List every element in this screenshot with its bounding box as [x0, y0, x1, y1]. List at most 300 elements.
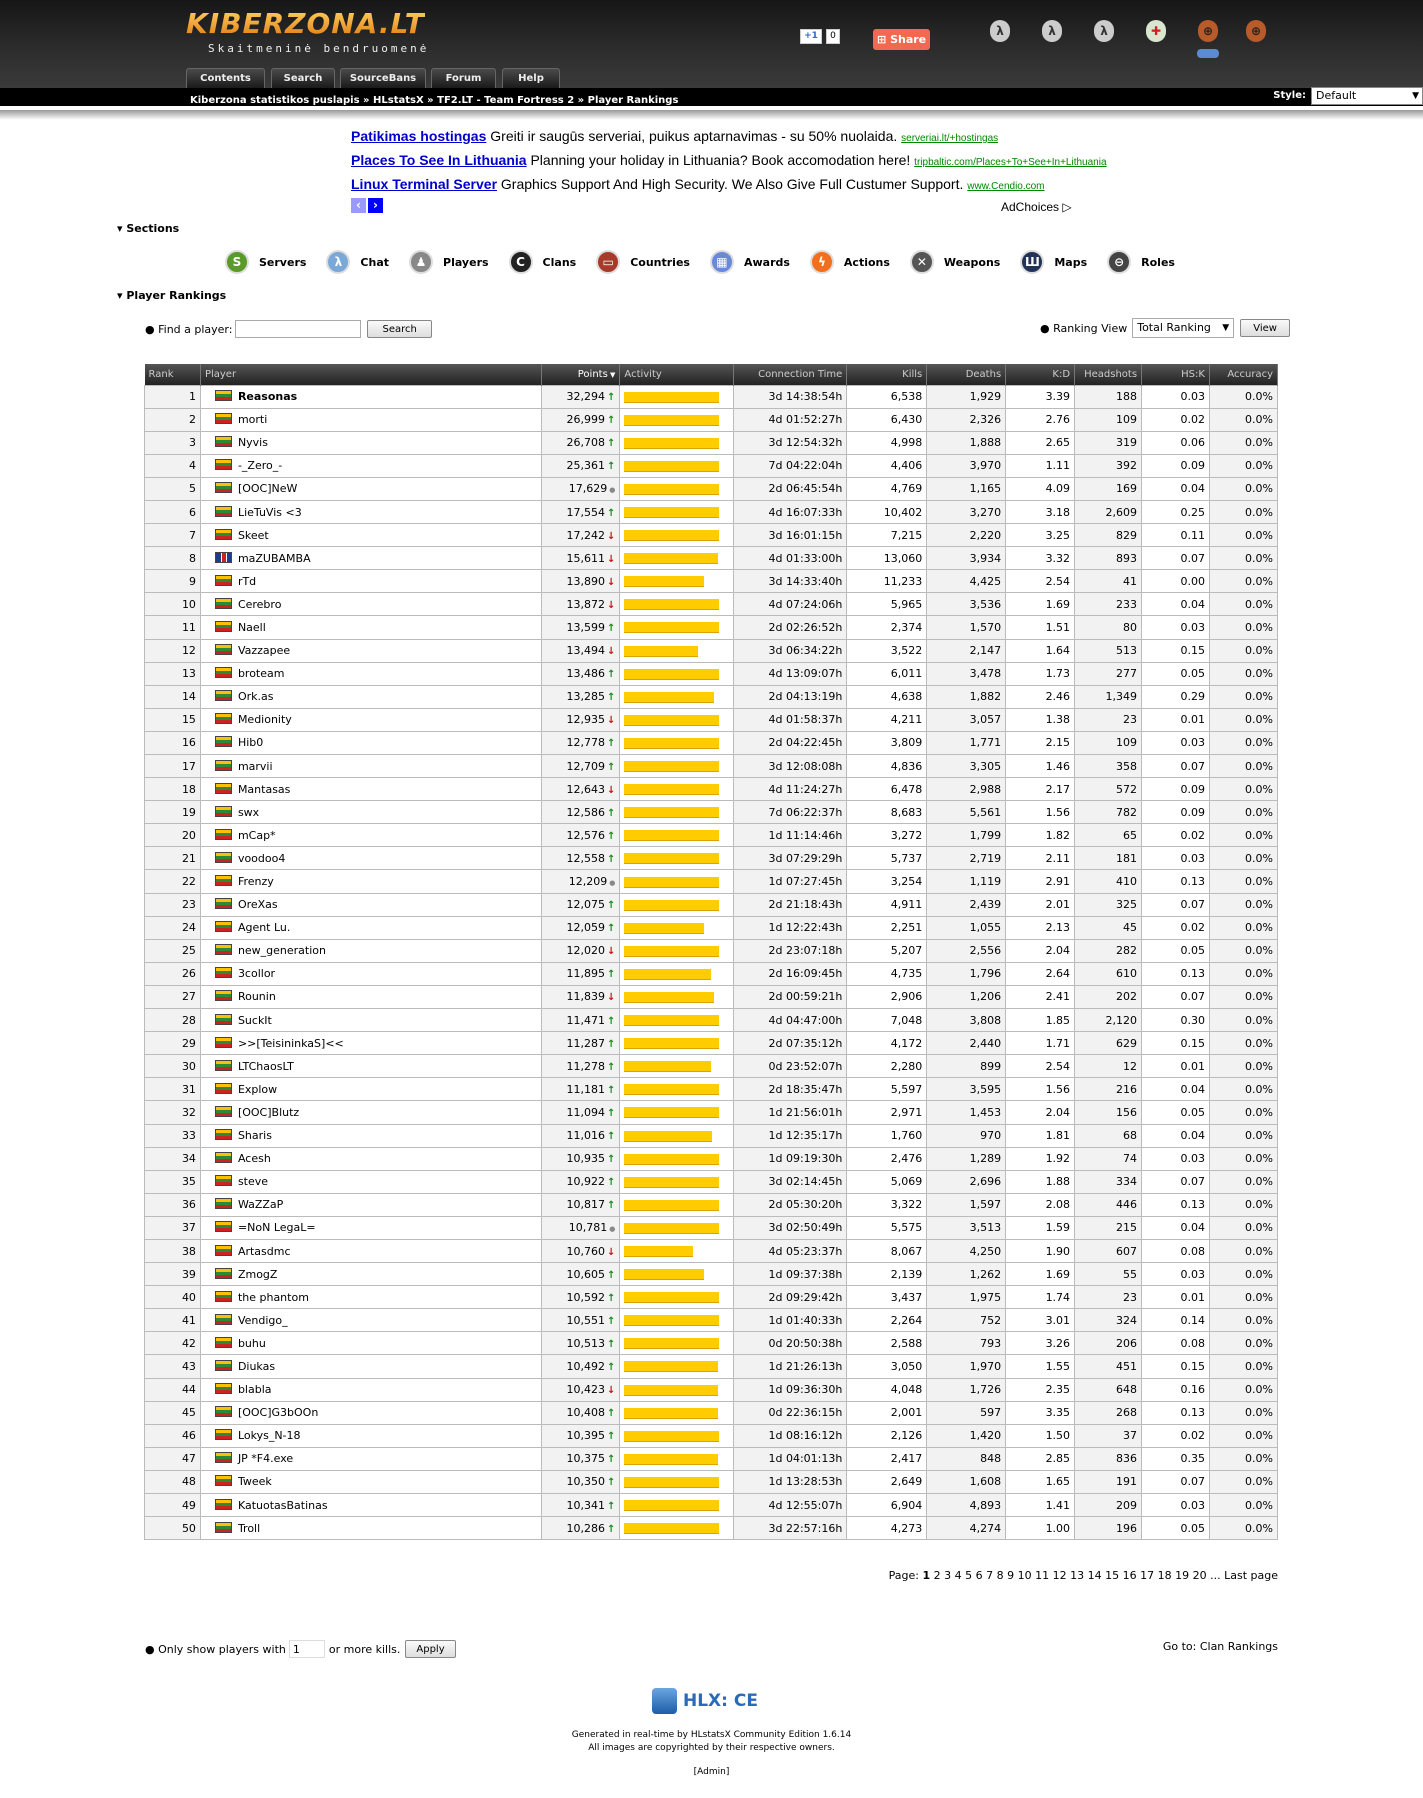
- hl-icon[interactable]: λ: [990, 20, 1010, 42]
- page-link[interactable]: 18: [1154, 1569, 1172, 1582]
- page-link[interactable]: 16: [1119, 1569, 1137, 1582]
- headshots-cell: 181: [1075, 847, 1142, 870]
- nav-tab-forum[interactable]: Forum: [431, 68, 496, 88]
- lithuania-flag-icon: [215, 1198, 232, 1209]
- hsk-cell: 0.04: [1142, 1078, 1210, 1101]
- trend-up-icon: ↑: [607, 1200, 616, 1212]
- section-label: Weapons: [943, 255, 1001, 269]
- hsk-cell: 0.07: [1142, 1170, 1210, 1193]
- adchoices-link[interactable]: AdChoices ▷: [1001, 200, 1072, 214]
- accuracy-cell: 0.0%: [1209, 1401, 1277, 1424]
- activity-cell: [620, 1378, 734, 1401]
- tf2-icon[interactable]: ⊕: [1198, 20, 1218, 42]
- player-name-link[interactable]: Reasonas: [237, 390, 298, 404]
- dods-icon[interactable]: ✚: [1146, 20, 1166, 42]
- player-cell: [200, 454, 542, 477]
- activity-bar: [624, 900, 719, 911]
- lithuania-flag-icon: [215, 1129, 232, 1140]
- page-link[interactable]: 12: [1049, 1569, 1067, 1582]
- deaths-cell: 3,595: [927, 1078, 1006, 1101]
- section-weapons[interactable]: [910, 249, 1000, 275]
- lithuania-flag-icon: [215, 1475, 232, 1486]
- adchoices-label: AdChoices: [1001, 200, 1060, 214]
- ranking-view-label: Ranking View: [1053, 321, 1128, 335]
- table-row: [145, 1009, 1278, 1032]
- player-name-link[interactable]: [OOC]Blutz: [237, 1105, 300, 1119]
- clan-rankings-link[interactable]: Clan Rankings: [1199, 1640, 1278, 1653]
- player-name-link[interactable]: Frenzy: [237, 875, 274, 889]
- rankings-heading[interactable]: ▾ Player Rankings: [117, 289, 227, 302]
- player-name-link[interactable]: steve: [237, 1175, 269, 1189]
- page-link[interactable]: 11: [1031, 1569, 1050, 1582]
- view-button[interactable]: View: [1240, 319, 1290, 337]
- rank-cell: 45: [145, 1401, 201, 1424]
- connection-time-cell: 2d 16:09:45h: [734, 962, 847, 985]
- section-players[interactable]: [409, 249, 489, 275]
- column-header-k-d[interactable]: K:D: [1006, 364, 1075, 385]
- chevron-down-icon: ▼: [1222, 323, 1230, 333]
- kills-cell: 4,836: [847, 755, 927, 778]
- trend-up-icon: ↑: [607, 830, 616, 842]
- kills-cell: 4,048: [847, 1378, 927, 1401]
- lithuania-flag-icon: [215, 1268, 232, 1279]
- table-row: [145, 1355, 1278, 1378]
- column-header-deaths[interactable]: Deaths: [927, 364, 1006, 385]
- player-name-link[interactable]: Cerebro: [237, 597, 282, 611]
- rank-cell: 48: [145, 1470, 201, 1493]
- column-header-player[interactable]: Player: [200, 364, 542, 385]
- page-link[interactable]: 17: [1136, 1569, 1155, 1582]
- section-clans[interactable]: [509, 249, 577, 275]
- player-name-link[interactable]: new_generation: [237, 944, 326, 958]
- kills-cell: 2,906: [847, 985, 927, 1008]
- player-name-link[interactable]: Agent Lu.: [237, 921, 291, 935]
- headshots-cell: 451: [1075, 1355, 1142, 1378]
- activity-bar: [624, 622, 719, 633]
- trend-same-icon: ●: [609, 486, 616, 495]
- player-name-link[interactable]: buhu: [237, 1336, 266, 1350]
- kills-cell: 2,001: [847, 1401, 927, 1424]
- page-link[interactable]: 20: [1189, 1569, 1207, 1582]
- lithuania-flag-icon: [215, 575, 232, 586]
- last-page-link[interactable]: Last page: [1224, 1569, 1278, 1582]
- points-cell: 13,494 ↓: [542, 639, 620, 662]
- page-link[interactable]: 4: [951, 1569, 962, 1582]
- hsk-cell: 0.01: [1142, 708, 1210, 731]
- google-plus-button[interactable]: +1: [800, 29, 822, 44]
- apply-button[interactable]: Apply: [405, 1640, 455, 1658]
- player-name-link[interactable]: [OOC]NeW: [237, 482, 298, 496]
- player-name-link[interactable]: Diukas: [237, 1359, 276, 1373]
- sections-title: Sections: [126, 222, 180, 235]
- table-row: [145, 1494, 1278, 1517]
- player-name-link[interactable]: JP *F4.exe: [237, 1452, 294, 1466]
- headshots-cell: 65: [1075, 824, 1142, 847]
- accuracy-cell: 0.0%: [1209, 1239, 1277, 1262]
- player-name-link[interactable]: 3collor: [237, 967, 276, 981]
- lithuania-flag-icon: [215, 736, 232, 747]
- breadcrumb-hlstatsx[interactable]: HLstatsX: [373, 95, 424, 106]
- player-name-link[interactable]: rTd: [237, 574, 257, 588]
- section-chat[interactable]: [326, 249, 389, 275]
- player-cell: [200, 431, 542, 454]
- player-name-link[interactable]: Vazzapee: [237, 644, 291, 658]
- player-name-link[interactable]: swx: [237, 805, 260, 819]
- trend-up-icon: ↑: [607, 1269, 616, 1281]
- points-cell: 26,999 ↑: [542, 408, 620, 431]
- player-name-link[interactable]: voodoo4: [237, 851, 286, 865]
- player-name-link[interactable]: Rounin: [237, 990, 276, 1004]
- hsk-cell: 0.05: [1142, 662, 1210, 685]
- player-name-link[interactable]: Mantasas: [237, 782, 291, 796]
- admin-link[interactable]: [Admin]: [693, 1767, 730, 1777]
- player-name-link[interactable]: Troll: [237, 1521, 261, 1535]
- hlx-ce-logo[interactable]: [652, 1688, 758, 1714]
- player-cell: [200, 1378, 542, 1401]
- kd-cell: 2.11: [1006, 847, 1075, 870]
- page-link[interactable]: 7: [982, 1569, 994, 1582]
- ad-title[interactable]: Patikimas hostingas: [351, 128, 487, 144]
- deaths-cell: 3,270: [927, 500, 1006, 523]
- deaths-cell: 1,289: [927, 1147, 1006, 1170]
- kills-cell: 3,322: [847, 1193, 927, 1216]
- headshots-cell: 282: [1075, 939, 1142, 962]
- headshots-cell: 233: [1075, 593, 1142, 616]
- hsk-cell: 0.07: [1142, 1470, 1210, 1493]
- hl-icon[interactable]: λ: [1042, 20, 1062, 42]
- player-name-link[interactable]: ZmogZ: [237, 1267, 278, 1281]
- activity-bar: [624, 484, 719, 495]
- points-cell: 17,629 ●: [542, 477, 620, 500]
- player-name-link[interactable]: Hib0: [237, 736, 264, 750]
- player-name-link[interactable]: marvii: [237, 759, 273, 773]
- section-actions[interactable]: [810, 249, 890, 275]
- player-name-link[interactable]: Skeet: [237, 528, 269, 542]
- player-cell: [200, 1078, 542, 1101]
- style-select[interactable]: [1311, 87, 1423, 105]
- header-shadow: [0, 110, 1423, 120]
- table-row: [145, 1078, 1278, 1101]
- page-link[interactable]: 2: [930, 1569, 941, 1582]
- column-header-accuracy[interactable]: Accuracy: [1209, 364, 1277, 385]
- activity-cell: [620, 1032, 734, 1055]
- player-name-link[interactable]: [OOC]G3bOOn: [237, 1406, 319, 1420]
- player-name-link[interactable]: Lokys_N-18: [237, 1429, 301, 1443]
- player-name-link[interactable]: LieTuVis <3: [237, 505, 302, 519]
- section-countries[interactable]: [596, 249, 690, 275]
- table-row: [145, 1055, 1278, 1078]
- activity-bar: [624, 530, 719, 541]
- hsk-cell: 0.07: [1142, 755, 1210, 778]
- lithuania-flag-icon: [215, 459, 232, 470]
- points-cell: 12,709 ↑: [542, 755, 620, 778]
- player-name-link[interactable]: morti: [237, 413, 268, 427]
- table-row: [145, 1216, 1278, 1239]
- rank-cell: 31: [145, 1078, 201, 1101]
- column-header-headshots[interactable]: Headshots: [1075, 364, 1142, 385]
- player-name-link[interactable]: Naell: [237, 620, 266, 634]
- activity-bar: [624, 738, 719, 749]
- activity-cell: [620, 962, 734, 985]
- accuracy-cell: 0.0%: [1209, 1147, 1277, 1170]
- trend-up-icon: ↑: [607, 1523, 616, 1535]
- breadcrumb-home[interactable]: Kiberzona statistikos puslapis: [190, 95, 360, 106]
- ad-url[interactable]: www.Cendio.com: [967, 181, 1045, 192]
- accuracy-cell: 0.0%: [1209, 1078, 1277, 1101]
- accuracy-cell: 0.0%: [1209, 1309, 1277, 1332]
- player-name-link[interactable]: Ork.as: [237, 690, 274, 704]
- column-header-hs-k[interactable]: HS:K: [1142, 364, 1210, 385]
- player-name-link[interactable]: broteam: [237, 667, 285, 681]
- points-cell: 10,375 ↑: [542, 1447, 620, 1470]
- page-link[interactable]: 14: [1084, 1569, 1102, 1582]
- page-link[interactable]: 3: [940, 1569, 952, 1582]
- deaths-cell: 899: [927, 1055, 1006, 1078]
- player-cell: [200, 1147, 542, 1170]
- rank-cell: 21: [145, 847, 201, 870]
- page-link[interactable]: 9: [1003, 1569, 1015, 1582]
- connection-time-cell: 3d 12:54:32h: [734, 431, 847, 454]
- lithuania-flag-icon: [215, 783, 232, 794]
- kd-cell: 2.04: [1006, 939, 1075, 962]
- hsk-cell: 0.13: [1142, 1193, 1210, 1216]
- share-button[interactable]: [873, 29, 930, 50]
- points-cell: 10,551 ↑: [542, 1309, 620, 1332]
- table-row: [145, 1193, 1278, 1216]
- sections-heading[interactable]: ▾ Sections: [117, 222, 180, 235]
- activity-cell: [620, 477, 734, 500]
- trend-up-icon: ↑: [607, 807, 616, 819]
- table-row: [145, 1263, 1278, 1286]
- hsk-cell: 0.03: [1142, 385, 1210, 408]
- accuracy-cell: 0.0%: [1209, 593, 1277, 616]
- section-servers[interactable]: [225, 249, 306, 275]
- section-awards[interactable]: [710, 249, 790, 275]
- page-link[interactable]: 19: [1171, 1569, 1190, 1582]
- selected-game-indicator: [1197, 49, 1219, 58]
- player-name-link[interactable]: Acesh: [237, 1152, 271, 1166]
- bullet: ●: [145, 1642, 159, 1656]
- page-link[interactable]: 8: [993, 1569, 1004, 1582]
- trend-up-icon: ↑: [607, 1084, 616, 1096]
- connection-time-cell: 7d 06:22:37h: [734, 801, 847, 824]
- headshots-cell: 513: [1075, 639, 1142, 662]
- kills-cell: 5,207: [847, 939, 927, 962]
- headshots-cell: 836: [1075, 1447, 1142, 1470]
- player-name-link[interactable]: the phantom: [237, 1290, 309, 1304]
- player-name-link[interactable]: Vendigo_: [237, 1313, 288, 1327]
- page-link[interactable]: 13: [1066, 1569, 1085, 1582]
- nav-tab-sourcebans[interactable]: SourceBans: [340, 68, 426, 88]
- rank-cell: 27: [145, 985, 201, 1008]
- player-name-link[interactable]: =NoN LegaL=: [237, 1221, 316, 1235]
- rank-cell: 10: [145, 593, 201, 616]
- nav-tab-contents[interactable]: Contents: [186, 68, 265, 88]
- trend-up-icon: ↑: [607, 1431, 616, 1443]
- ad-url[interactable]: serveriai.lt/+hostingas: [901, 133, 999, 144]
- column-header-connection-time[interactable]: Connection Time: [734, 364, 847, 385]
- player-name-link[interactable]: Artasdmc: [237, 1244, 291, 1258]
- player-cell: [200, 847, 542, 870]
- trend-up-icon: ↑: [607, 1315, 616, 1327]
- table-row: [145, 616, 1278, 639]
- section-maps[interactable]: [1020, 249, 1087, 275]
- players-icon: ♟: [409, 250, 433, 274]
- lithuania-flag-icon: [215, 944, 232, 955]
- kills-cell: 5,737: [847, 847, 927, 870]
- page-link[interactable]: 10: [1014, 1569, 1032, 1582]
- column-header-kills[interactable]: Kills: [847, 364, 927, 385]
- accuracy-cell: 0.0%: [1209, 685, 1277, 708]
- find-player-input[interactable]: [235, 320, 361, 338]
- bullet: ●: [145, 322, 159, 336]
- page-link[interactable]: 15: [1101, 1569, 1120, 1582]
- points-cell: 13,486 ↑: [542, 662, 620, 685]
- headshots-cell: 1,349: [1075, 685, 1142, 708]
- ad-title[interactable]: Places To See In Lithuania: [351, 152, 527, 168]
- page-link[interactable]: 5: [961, 1569, 973, 1582]
- player-name-link[interactable]: >>[TeisininkaS]<<: [237, 1036, 344, 1050]
- kills-cell: 2,139: [847, 1263, 927, 1286]
- ad-next-button[interactable]: ›: [368, 198, 383, 213]
- trend-same-icon: ●: [609, 879, 616, 888]
- rank-cell: 14: [145, 685, 201, 708]
- player-name-link[interactable]: KatuotasBatinas: [237, 1498, 328, 1512]
- lithuania-flag-icon: [215, 621, 232, 632]
- player-cell: [200, 1216, 542, 1239]
- tf2-icon[interactable]: ⊕: [1246, 20, 1266, 42]
- activity-cell: [620, 847, 734, 870]
- hl-icon[interactable]: λ: [1094, 20, 1114, 42]
- activity-cell: [620, 1286, 734, 1309]
- player-cell: [200, 1170, 542, 1193]
- activity-cell: [620, 1009, 734, 1032]
- connection-time-cell: 1d 11:14:46h: [734, 824, 847, 847]
- lithuania-flag-icon: [215, 1452, 232, 1463]
- hsk-cell: 0.05: [1142, 1517, 1210, 1540]
- player-name-link[interactable]: Tweek: [237, 1475, 272, 1489]
- headshots-cell: 55: [1075, 1263, 1142, 1286]
- ranking-view-select[interactable]: [1132, 318, 1234, 338]
- accuracy-cell: 0.0%: [1209, 1101, 1277, 1124]
- nav-tab-search[interactable]: Search: [271, 68, 335, 88]
- kd-cell: 3.39: [1006, 385, 1075, 408]
- connection-time-cell: 4d 12:55:07h: [734, 1494, 847, 1517]
- player-name-link[interactable]: WaZZaP: [237, 1198, 284, 1212]
- activity-cell: [620, 731, 734, 754]
- google-plus-count: 0: [826, 29, 840, 44]
- kd-cell: 2.08: [1006, 1193, 1075, 1216]
- activity-bar: [624, 692, 713, 703]
- kills-cell: 3,254: [847, 870, 927, 893]
- lithuania-flag-icon: [215, 760, 232, 771]
- section-roles[interactable]: [1107, 249, 1175, 275]
- headshots-cell: 215: [1075, 1216, 1142, 1239]
- ad-prev-button[interactable]: ‹: [351, 198, 366, 213]
- trend-up-icon: ↑: [607, 507, 616, 519]
- player-name-link[interactable]: LTChaosLT: [237, 1059, 294, 1073]
- rank-cell: 44: [145, 1378, 201, 1401]
- goto-links: [1163, 1640, 1278, 1653]
- player-cell: [200, 639, 542, 662]
- site-logo[interactable]: KIBERZONA.LT: [186, 7, 425, 40]
- kills-cell: 8,067: [847, 1239, 927, 1262]
- min-kills-input[interactable]: [289, 1640, 325, 1658]
- hsk-cell: 0.03: [1142, 847, 1210, 870]
- kd-cell: 1.55: [1006, 1355, 1075, 1378]
- search-button[interactable]: Search: [367, 320, 431, 338]
- kd-cell: 2.04: [1006, 1101, 1075, 1124]
- breadcrumb-game[interactable]: TF2.LT - Team Fortress 2: [437, 95, 575, 106]
- activity-cell: [620, 662, 734, 685]
- player-name-link[interactable]: OreXas: [237, 898, 278, 912]
- column-header-rank[interactable]: Rank: [145, 364, 201, 385]
- deaths-cell: 2,326: [927, 408, 1006, 431]
- player-name-link[interactable]: blabla: [237, 1383, 272, 1397]
- rank-cell: 8: [145, 547, 201, 570]
- headshots-cell: 319: [1075, 431, 1142, 454]
- headshots-cell: 37: [1075, 1424, 1142, 1447]
- ad-url[interactable]: tripbaltic.com/Places+To+See+In+Lithuania: [914, 157, 1107, 168]
- kd-cell: 1.38: [1006, 708, 1075, 731]
- player-name-link[interactable]: SuckIt: [237, 1013, 272, 1027]
- connection-time-cell: 1d 12:22:43h: [734, 916, 847, 939]
- activity-cell: [620, 616, 734, 639]
- copyright-text: All images are copyrighted by their respective owners.: [588, 1743, 835, 1753]
- player-cell: [200, 1032, 542, 1055]
- rank-cell: 38: [145, 1239, 201, 1262]
- headshots-cell: 268: [1075, 1401, 1142, 1424]
- headshots-cell: 196: [1075, 1517, 1142, 1540]
- ad-title[interactable]: Linux Terminal Server: [351, 176, 498, 192]
- player-name-link[interactable]: maZUBAMBA: [237, 551, 311, 565]
- page-link[interactable]: 6: [972, 1569, 983, 1582]
- lithuania-flag-icon: [215, 1221, 232, 1232]
- kd-cell: 1.69: [1006, 1263, 1075, 1286]
- lithuania-flag-icon: [215, 690, 232, 701]
- connection-time-cell: 3d 22:57:16h: [734, 1517, 847, 1540]
- trend-up-icon: ↑: [607, 761, 616, 773]
- player-name-link[interactable]: Sharis: [237, 1129, 272, 1143]
- share-label: Share: [890, 33, 927, 46]
- headshots-cell: 12: [1075, 1055, 1142, 1078]
- player-name-link[interactable]: mCap*: [237, 828, 276, 842]
- rank-cell: 26: [145, 962, 201, 985]
- player-name-link[interactable]: Medionity: [237, 713, 292, 727]
- player-name-link[interactable]: Nyvis: [237, 436, 268, 450]
- player-cell: [200, 524, 542, 547]
- nav-tab-help[interactable]: Help: [502, 68, 560, 88]
- player-name-link[interactable]: Explow: [237, 1082, 278, 1096]
- headshots-cell: 68: [1075, 1124, 1142, 1147]
- connection-time-cell: 7d 04:22:04h: [734, 454, 847, 477]
- column-header-activity[interactable]: Activity: [620, 364, 734, 385]
- countries-icon: ▭: [596, 250, 620, 274]
- accuracy-cell: 0.0%: [1209, 477, 1277, 500]
- rank-cell: 22: [145, 870, 201, 893]
- points-cell: 12,935 ↓: [542, 708, 620, 731]
- trend-down-icon: ↓: [607, 576, 616, 588]
- deaths-cell: 3,305: [927, 755, 1006, 778]
- activity-bar: [624, 1292, 719, 1303]
- column-header-points[interactable]: Points ▼: [542, 364, 620, 385]
- pagination: [889, 1569, 1278, 1582]
- player-name-link[interactable]: -_Zero_-: [237, 459, 283, 473]
- table-row: [145, 477, 1278, 500]
- lithuania-flag-icon: [215, 1083, 232, 1094]
- points-cell: 12,778 ↑: [542, 731, 620, 754]
- player-cell: [200, 1401, 542, 1424]
